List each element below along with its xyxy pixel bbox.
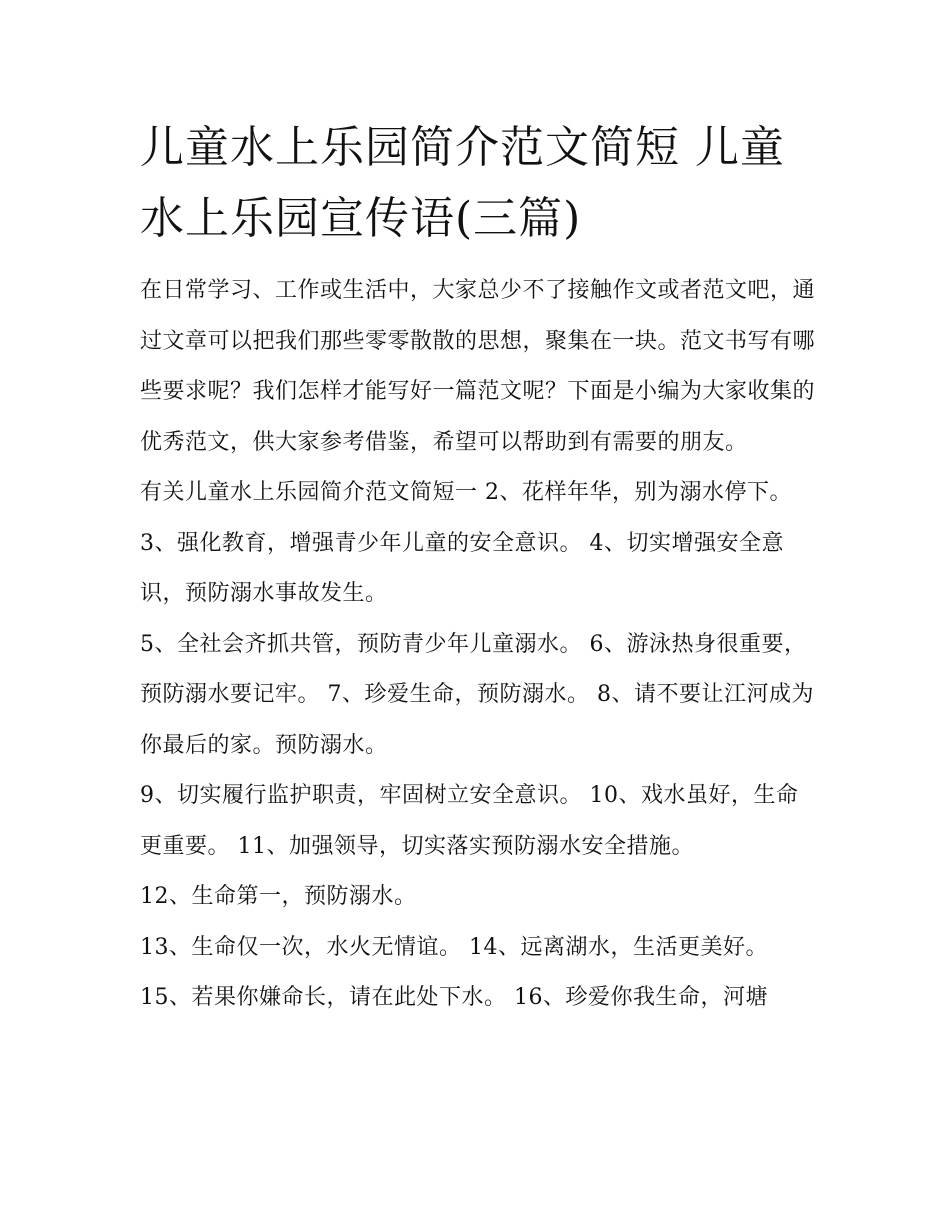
paragraph-slogans-2-4: 有关儿童水上乐园简介范文简短一 2、花样年华，别为溺水停下。 3、强化教育，增强青少年儿童的安全意识。 4、切实增强安全意识，预防溺水事故发生。 bbox=[140, 480, 792, 606]
paragraph-slogan-12: 12、生命第一，预防溺水。 bbox=[140, 884, 417, 909]
paragraph-slogans-13-14: 13、生命仅一次，水火无情谊。 14、远离湖水，生活更美好。 bbox=[140, 934, 768, 960]
document-content bbox=[140, 112, 820, 1024]
paragraph-intro: 在日常学习、工作或生活中，大家总少不了接触作文或者范文吧，通过文章可以把我们那些零零散散的思想，聚集在一块。范文书写有哪些要求呢？我们怎样才能写好一篇范文呢？下面是小编为大家收集的优秀范文，供大家参考借鉴，希望可以帮助到有需要的朋友。 bbox=[140, 278, 816, 455]
paragraph-slogans-5-8: 5、全社会齐抓共管，预防青少年儿童溺水。 6、游泳热身很重要，预防溺水要记牢。 7、珍爱生命，预防溺水。 8、请不要让江河成为你最后的家。预防溺水。 bbox=[140, 631, 814, 758]
paragraph-slogans-9-11: 9、切实履行监护职责，牢固树立安全意识。 10、戏水虽好，生命更重要。 11、加强领导，切实落实预防溺水安全措施。 bbox=[140, 783, 799, 859]
paragraph-slogans-15-16: 15、若果你嫌命长，请在此处下水。 16、珍爱你我生命，河塘 bbox=[140, 985, 768, 1010]
document-title: 儿童水上乐园简介范文简短 儿童水上乐园宣传语(三篇) bbox=[140, 122, 785, 244]
